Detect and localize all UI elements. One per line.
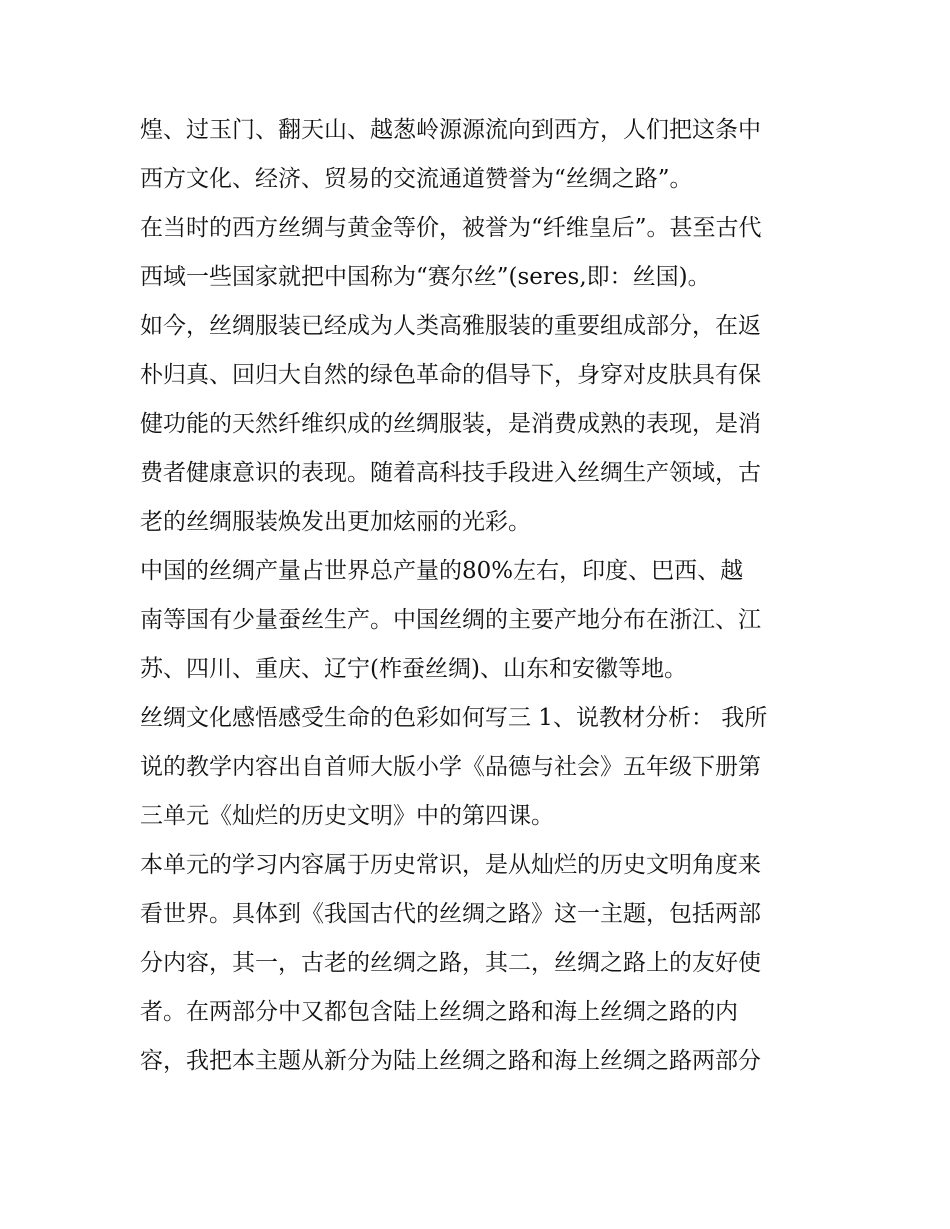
paragraph-silk-road-origin bbox=[140, 106, 815, 204]
text-line: 南等国有少量蚕丝生产。中国丝绸的主要产地分布在浙江、江 bbox=[140, 607, 761, 633]
text-line: 苏、四川、重庆、辽宁(柞蚕丝绸)、山东和安徽等地。 bbox=[140, 656, 687, 682]
text-line: 如今，丝绸服装已经成为人类高雅服装的重要组成部分，在返 bbox=[140, 313, 761, 339]
text-line: 老的丝绸服装焕发出更加炫丽的光彩。 bbox=[140, 509, 531, 535]
text-line: 在当时的西方丝绸与黄金等价，被誉为“纤维皇后”。甚至古代 bbox=[140, 215, 762, 241]
text-line: 者。在两部分中又都包含陆上丝绸之路和海上丝绸之路的内 bbox=[140, 999, 738, 1025]
text-line: 容，我把本主题从新分为陆上丝绸之路和海上丝绸之路两部分 bbox=[140, 1048, 761, 1074]
text-line: 分内容，其一，古老的丝绸之路，其二，丝绸之路上的友好使 bbox=[140, 950, 761, 976]
paragraph-silk-clothing bbox=[140, 302, 815, 547]
text-line: 说的教学内容出自首师大版小学《品德与社会》五年级下册第 bbox=[140, 754, 761, 780]
text-line: 西域一些国家就把中国称为“赛尔丝”(seres,即：丝国)。 bbox=[140, 264, 711, 290]
text-line: 本单元的学习内容属于历史常识，是从灿烂的历史文明角度来 bbox=[140, 852, 761, 878]
text-line: 看世界。具体到《我国古代的丝绸之路》这一主题，包括两部 bbox=[140, 901, 761, 927]
text-line: 煌、过玉门、翻天山、越葱岭源源流向到西方，人们把这条中 bbox=[140, 117, 761, 143]
paragraph-silk-value bbox=[140, 204, 815, 302]
paragraph-unit-content bbox=[140, 841, 815, 1086]
paragraph-silk-production bbox=[140, 547, 815, 694]
text-line: 丝绸文化感悟感受生命的色彩如何写三 1、说教材分析： 我所 bbox=[140, 705, 768, 731]
text-line: 三单元《灿烂的历史文明》中的第四课。 bbox=[140, 803, 554, 829]
text-line: 西方文化、经济、贸易的交流通道赞誉为“丝绸之路”。 bbox=[140, 166, 693, 192]
text-line: 费者健康意识的表现。随着高科技手段进入丝绸生产领域，古 bbox=[140, 460, 761, 486]
text-line: 健功能的天然纤维织成的丝绸服装，是消费成熟的表现，是消 bbox=[140, 411, 761, 437]
text-line: 中国的丝绸产量占世界总产量的80%左右，印度、巴西、越 bbox=[140, 558, 744, 584]
paragraph-teaching-analysis bbox=[140, 694, 815, 841]
document-body bbox=[140, 106, 815, 1086]
text-line: 朴归真、回归大自然的绿色革命的倡导下，身穿对皮肤具有保 bbox=[140, 362, 761, 388]
